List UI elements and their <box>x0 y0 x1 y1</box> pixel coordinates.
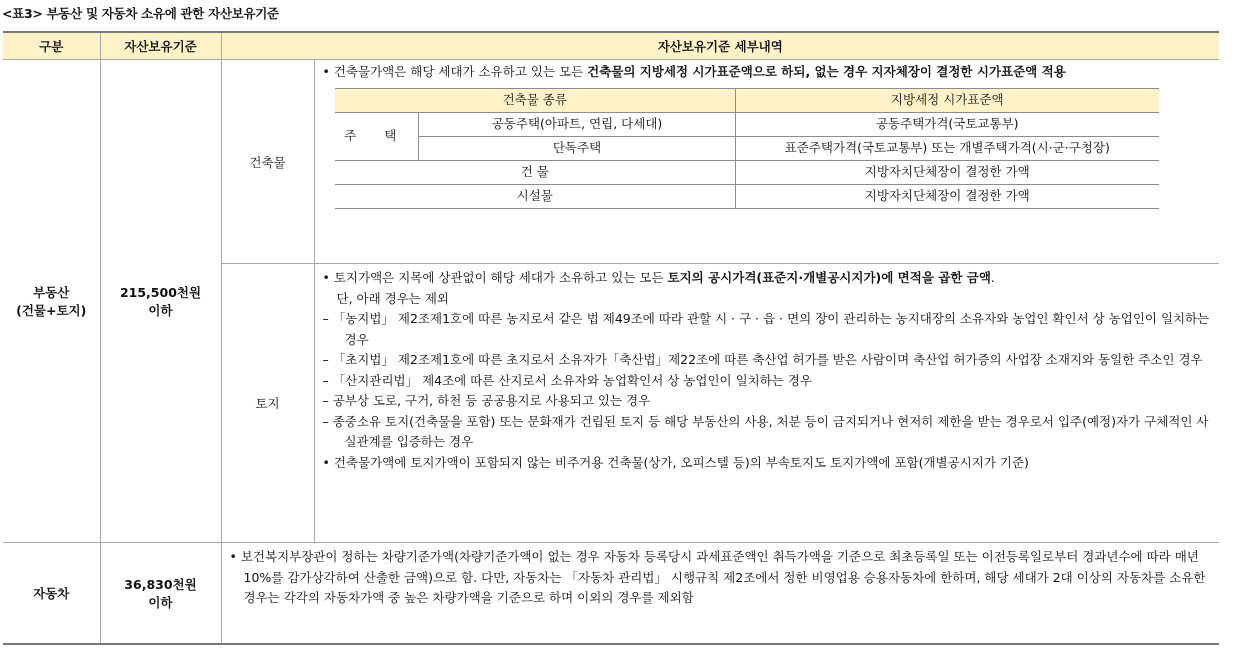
realestate-category <box>3 60 100 543</box>
inner-r4-value: 지방자치단체장이 결정한 가액 <box>736 184 1159 208</box>
inner-r1-type: 공동주택(아파트, 연립, 다세대) <box>419 112 736 136</box>
land-bullet2: • 건축물가액에 토지가액이 포함되지 않는 비주거용 건축물(상가, 오피스텔 등)의 부속토지도 토지가액에 포함(개별공시지가 기준) <box>322 454 1029 470</box>
inner-r2-value: 표준주택가격(국토교통부) 또는 개별주택가격(시·군·구청장) <box>736 136 1159 160</box>
realestate-amount <box>100 60 221 543</box>
inner-row-apartment <box>335 112 1159 136</box>
building-details <box>314 60 1219 264</box>
inner-r3-type: 건 물 <box>335 160 736 184</box>
realestate-label-line1: 부동산 <box>33 285 70 300</box>
land-bullet1-line2: 단, 아래 경우는 제외 <box>336 290 449 306</box>
land-exception-5: – 종중소유 토지(건축물을 포함) 또는 문화재가 건립된 토지 등 해당 부동산의 사용, 처분 등이 금지되거나 현저히 제한을 받는 경우로서 입주(예정)자가 구체적인 사실관계를 입증하는 경우 <box>322 413 1209 449</box>
land-exception-1: – 「농지법」 제2조제1호에 따른 농지로서 같은 법 제49조에 따라 관할 시 · 구 · 읍 · 면의 장이 관리하는 농지대장의 소유자와 농업인 확인서 상 농업인이 일치하는 경우 <box>322 311 1210 347</box>
land-details <box>314 264 1219 543</box>
table-header-row <box>3 32 1219 60</box>
inner-house-label: 주 택 <box>335 112 419 160</box>
car-amount <box>100 543 221 645</box>
building-bullet-bold: 건축물의 지방세정 시가표준액으로 하되, 없는 경우 지자체장이 결정한 시가표준액 적용 <box>587 64 1066 79</box>
land-bullet1-bold: 토지의 공시가격(표준지·개별공시지가)에 면적을 곱한 금액 <box>667 270 991 285</box>
inner-row-detached <box>335 136 1159 160</box>
car-details <box>221 543 1219 645</box>
inner-r1-value: 공동주택가격(국토교통부) <box>736 112 1159 136</box>
building-bullet <box>323 62 1212 83</box>
table-caption: <표3> 부동산 및 자동차 소유에 관한 자산보유기준 <box>2 6 279 21</box>
header-criteria: 자산보유기준 <box>100 32 221 60</box>
realestate-label-line2: (건물+토지) <box>16 303 87 318</box>
inner-header-type: 건축물 종류 <box>335 88 736 112</box>
inner-r4-type: 시설물 <box>335 184 736 208</box>
inner-header-value: 지방세정 시가표준액 <box>736 88 1159 112</box>
land-exception-2: – 「초지법」 제2조제1호에 따른 초지로서 소유자가「축산법」제22조에 따른 축산업 허가를 받은 사람이며 축산업 허가증의 사업장 소재지와 동일한 주소인 경우 <box>322 352 1203 367</box>
car-amount-line2: 이하 <box>148 595 173 610</box>
land-bullet1 <box>323 268 1212 289</box>
car-category: 자동차 <box>3 543 100 645</box>
inner-row-building <box>335 160 1159 184</box>
realestate-amount-line2: 이하 <box>148 303 173 318</box>
car-amount-line1: 36,830천원 <box>124 577 197 592</box>
building-label: 건축물 <box>221 60 314 264</box>
inner-header-row <box>335 88 1159 112</box>
realestate-amount-line1: 215,500천원 <box>119 285 202 300</box>
building-value-table <box>335 88 1159 209</box>
land-exception-4: – 공부상 도로, 구거, 하천 등 공공용지로 사용되고 있는 경우 <box>322 393 651 408</box>
building-bullet-text: • 건축물가액은 해당 세대가 소유하고 있는 모든 <box>322 64 588 79</box>
land-label: 토지 <box>221 264 314 543</box>
land-exception-3: – 「산지관리법」 제4조에 따른 산지로서 소유자와 농업확인서 상 농업인이 일치하는 경우 <box>322 372 812 388</box>
inner-r2-type: 단독주택 <box>419 136 736 160</box>
inner-r3-value: 지방자치단체장이 결정한 가액 <box>736 160 1159 184</box>
table-row-car <box>3 543 1219 645</box>
asset-criteria-table <box>3 31 1219 645</box>
header-details: 자산보유기준 세부내역 <box>221 32 1219 60</box>
table-row-building <box>3 60 1219 264</box>
header-category: 구분 <box>3 32 100 60</box>
land-bullet1-end: . <box>990 270 995 285</box>
car-bullet: • 보건복지부장관이 정하는 차량기준가액(차량기준가액이 없는 경우 자동차 등록당시 과세표준액인 취득가액을 기준으로 최초등록일 또는 이전등록일로부터 경과년수에 따라 매년 10%를 감가상각하여 산출한 금액)으로 함. 다만, 자동차는 「자동차 관리법」 시행규칙 제2조에서 정한 비영업용 승용자동차에 한하며, 해당 세대가 2대 이상의 자동차를 소유한 경우는 각각의 자동차가액 중 높은 차량가액을 기준으로 하며 이외의 경우를 제외함 <box>229 549 1206 605</box>
inner-row-facility <box>335 184 1159 208</box>
land-bullet1-text: • 토지가액은 지목에 상관없이 해당 세대가 소유하고 있는 모든 <box>322 270 668 285</box>
